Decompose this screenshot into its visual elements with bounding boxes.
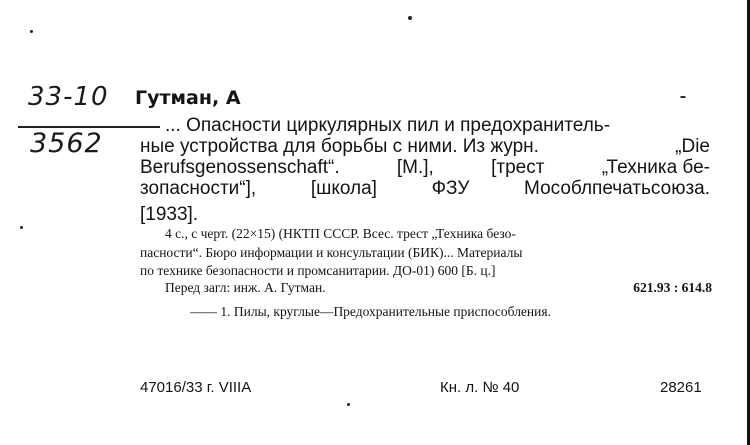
author-heading: Гутман, А (135, 87, 241, 109)
speck (680, 96, 686, 98)
speck (408, 16, 412, 20)
classification-code: 621.93 : 614.8 (633, 280, 712, 295)
publisher-word: [трест (491, 157, 545, 178)
book-chamber-number: Кн. л. № 40 (440, 379, 520, 396)
description-line-1: 4 с., с черт. (22×15) (НКТП СССР. Всес. трест „Техника безо- (165, 226, 516, 241)
speck (20, 226, 23, 229)
order-number: 47016/33 г. VIIIA (140, 379, 252, 396)
title-line-2 (140, 136, 710, 158)
title-line-1: ... Опасности циркулярных пил и предохранитель- (165, 115, 611, 136)
title-line-2-end: „Die (675, 136, 710, 157)
subject-heading: —— 1. Пилы, круглые—Предохранительные приспособления. (190, 304, 551, 319)
publisher-name-end: зопасности“], (140, 178, 257, 199)
journal-name: Berufsgenossenschaft“. (140, 157, 340, 178)
speck (30, 30, 33, 33)
title-line-2-text: ные устройства для борьбы с ними. Из журн. (140, 136, 539, 157)
translator-note: Перед загл: инж. А. Гутман. (165, 280, 326, 295)
handwritten-shelf-mark: 33-10 (28, 82, 109, 112)
title-line-4 (140, 178, 710, 200)
card-number: 28261 (660, 379, 702, 396)
school-abbr: ФЗУ (431, 178, 470, 199)
place: [М.], (396, 157, 434, 178)
description-line-2: пасности“. Бюро информации и консультации (БИК)... Материалы (140, 245, 523, 260)
handwritten-inventory-number: 3562 (30, 128, 103, 159)
speck (347, 403, 350, 406)
printer: Мособлпечатьсоюза. (524, 178, 710, 199)
note-line (165, 280, 712, 296)
publication-year: [1933]. (140, 204, 199, 225)
publisher-name-start: „Техника бе- (601, 157, 710, 178)
school: [школа] (310, 178, 377, 199)
title-line-3 (140, 157, 710, 179)
description-line-3: по технике безопасности и промсанитарии. ДО-01) 600 [Б. ц.] (140, 263, 496, 278)
